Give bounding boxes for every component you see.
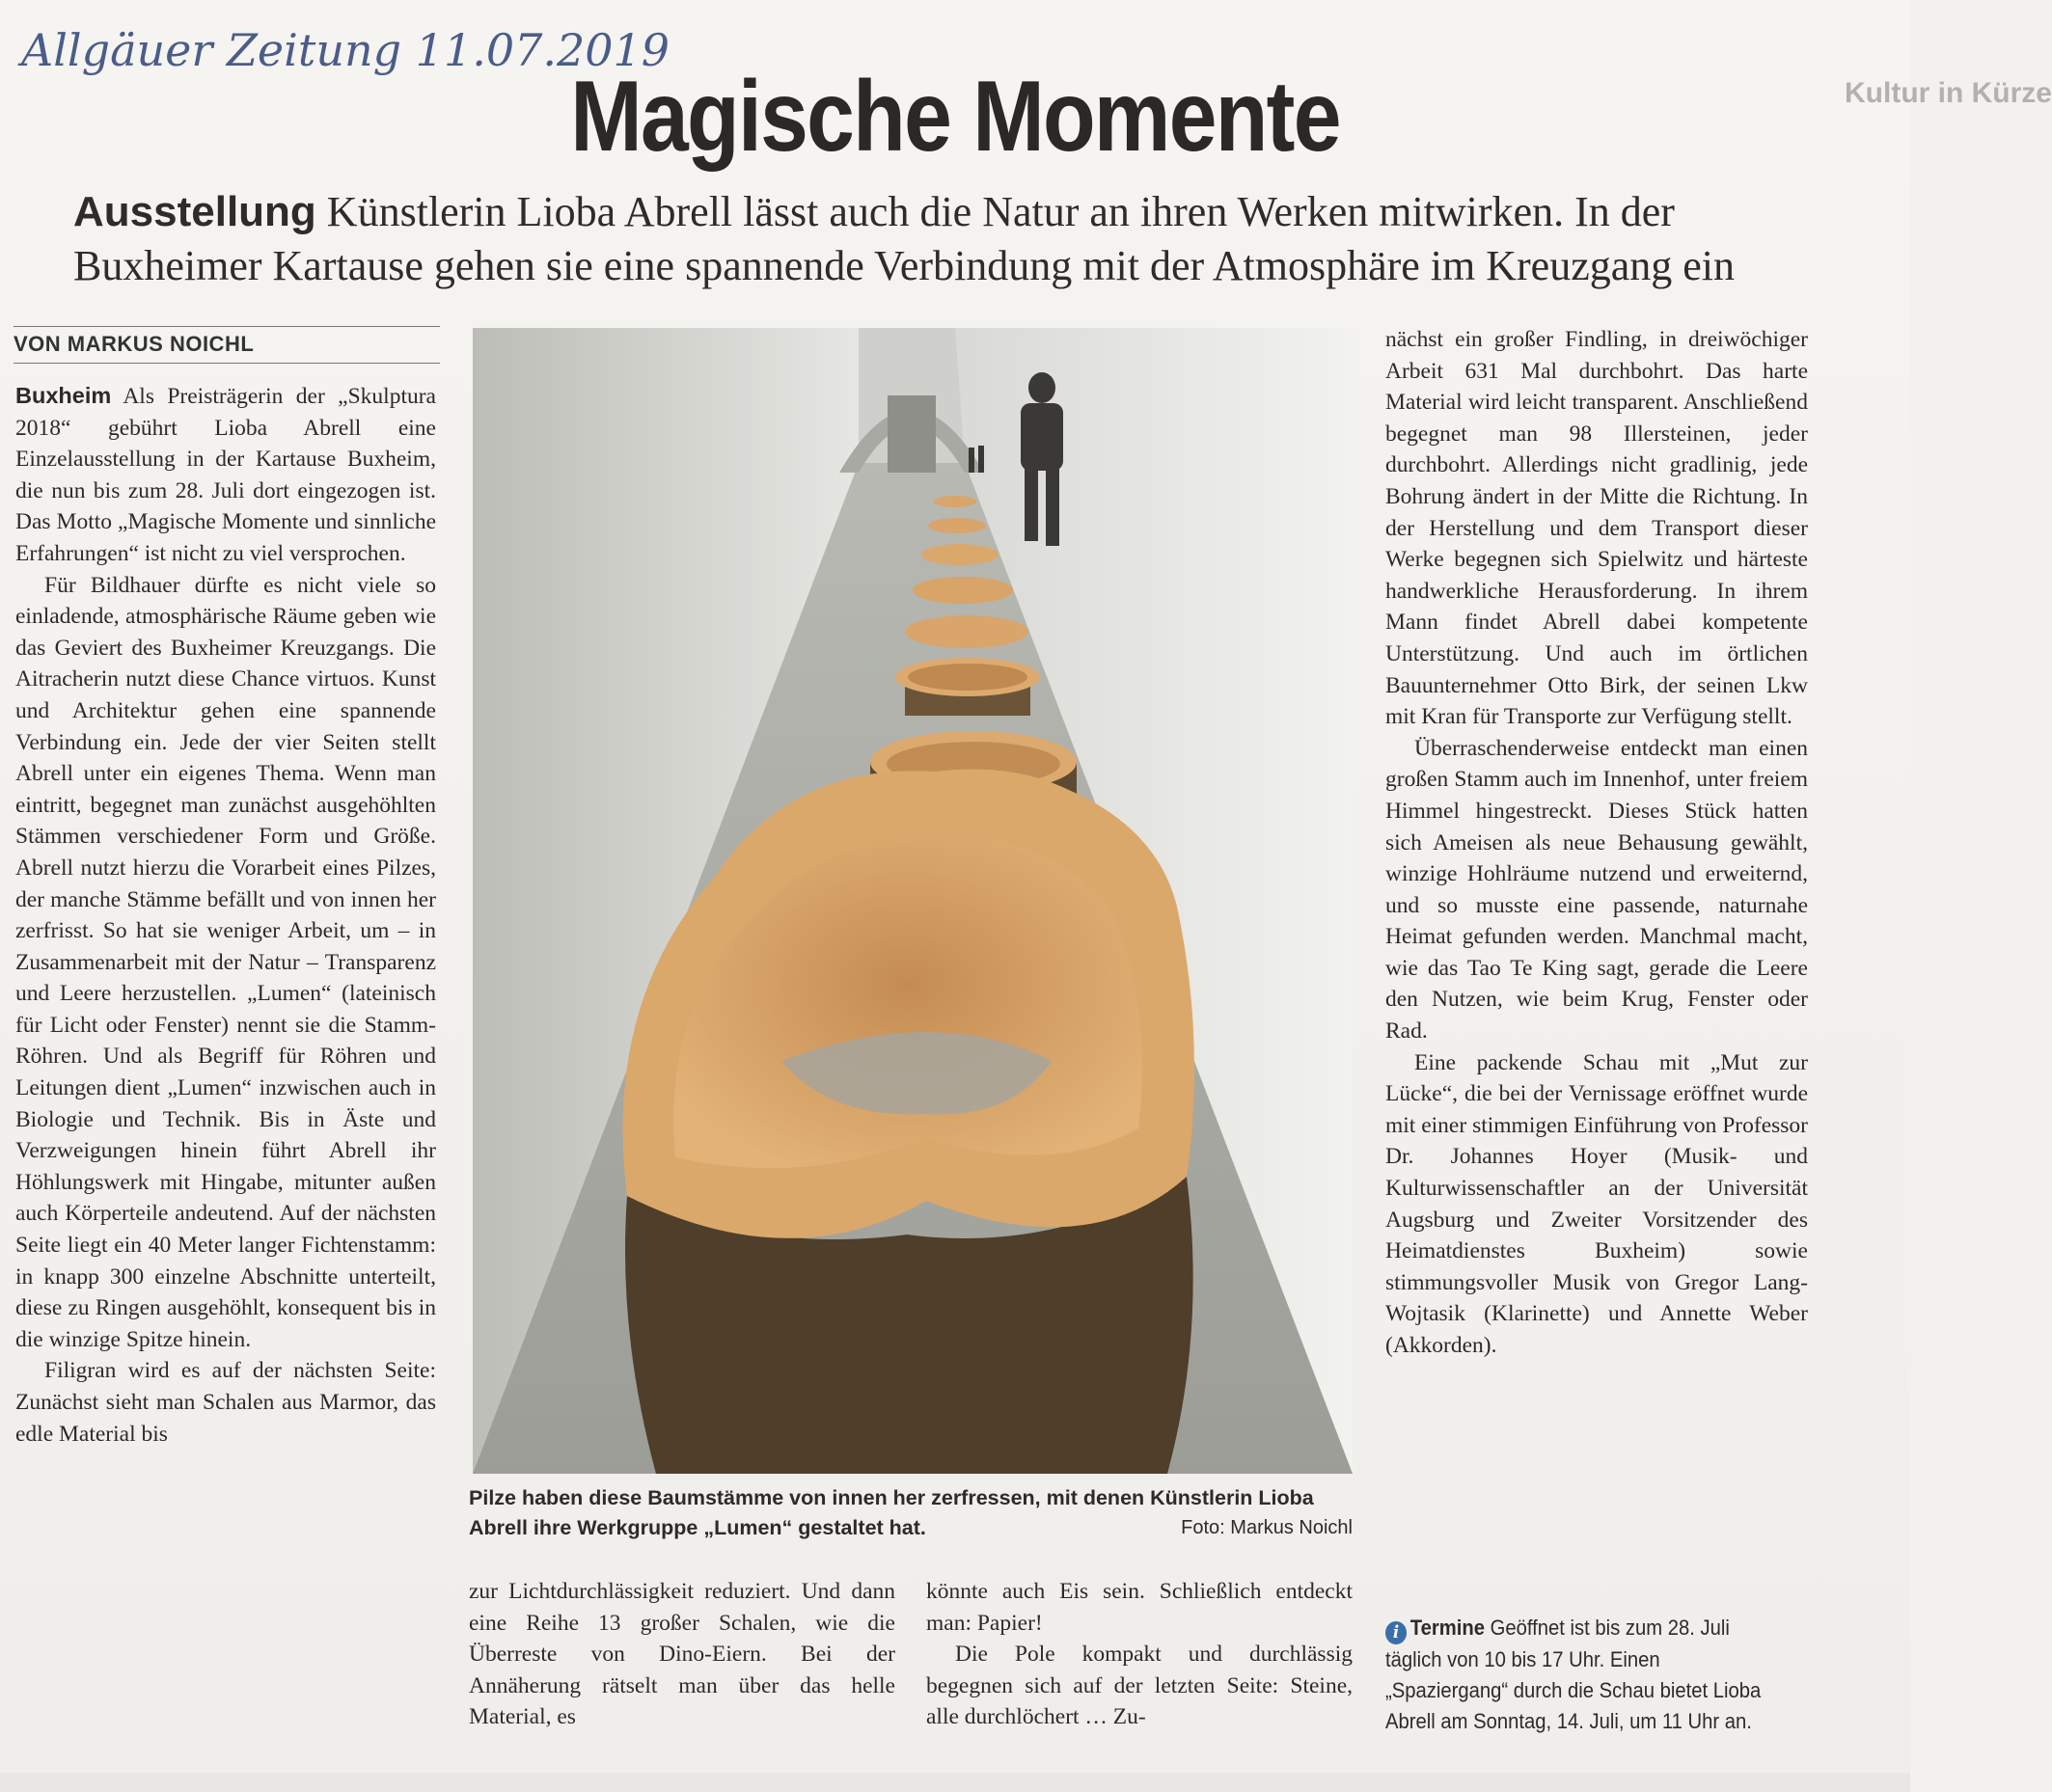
article-headline: Magische Momente xyxy=(570,61,1340,173)
info-box-termine xyxy=(1385,1613,1776,1737)
paragraph: zur Lichtdurchlässigkeit reduziert. Und dann eine Reihe 13 großer Schalen, wie die Überreste von Dino-Eiern. Bei der Annäherung rätselt man über das helle Material, es xyxy=(469,1579,895,1730)
article-column-4 xyxy=(1385,324,1808,1362)
article-photo xyxy=(473,328,1353,1474)
paragraph: könnte auch Eis sein. Schließlich entdeckt man: Papier! xyxy=(926,1579,1353,1636)
article-column-2-bottom xyxy=(469,1576,895,1733)
paragraph: Die Pole kompakt und durchlässig begegnen sich auf der letzten Seite: Steine, alle durchlöchert … Zu- xyxy=(926,1642,1353,1730)
paragraph: nächst ein großer Findling, in dreiwöchiger Arbeit 631 Mal durchbohrt. Das harte Material wird leicht transparent. Anschließend begegnet man 98 Illersteinen, jeder durchbohrt. Allerdings nicht gradlinig, jede Bohrung ändert in der Mitte die Richtung. In der Herstellung und dem Transport dieser Werke begegnen sich Spielwitz und härteste handwerkliche Herausforderung. In ihrem Mann findet Abrell dabei kompetente Unterstützung. Und auch im örtlichen Bauunternehmer Otto Birk, der seinen Lkw mit Kran für Transporte zur Verfügung stellt. xyxy=(1385,327,1808,730)
info-icon: i xyxy=(1385,1621,1407,1644)
termine-kicker: Termine xyxy=(1409,1616,1485,1640)
paragraph: Buxheim Als Preisträgerin der „Skulptura 2018“ gebührt Lioba Abrell eine Einzelausstellung in der Kartause Buxheim, die nun bis zum 28. Juli dort eingezogen ist. Das Motto „Magische Momente und sinnliche Erfahrungen“ ist nicht zu viel versprochen. xyxy=(15,383,436,566)
adjacent-article-heading: Kultur in Kürze xyxy=(1845,77,2052,109)
paragraph: Filigran wird es auf der nächsten Seite: Zunächst sieht man Schalen aus Marmor, das edle Material bis xyxy=(15,1358,436,1447)
byline-rule-top xyxy=(14,326,440,327)
handwritten-source-date: Allgäuer Zeitung 11.07.2019 xyxy=(21,24,670,76)
paper-bottom-edge xyxy=(0,1773,1910,1792)
byline-rule-bottom xyxy=(14,363,440,364)
termine-text: Geöffnet ist bis zum 28. Juli täglich von 10 bis 17 Uhr. Einen „Spaziergang“ durch die Schau bietet Lioba Abrell am Sonntag, 14. Juli, um 11 Uhr an. xyxy=(1385,1616,1762,1733)
paragraph: Für Bildhauer dürfte es nicht viele so einladende, atmosphärische Räume geben wie das Geviert des Buxheimer Kreuzgangs. Die Aitracherin nutzt diese Chance virtuos. Kunst und Architektur gehen eine spannende Verbindung ein. Jede der vier Seiten stellt Abrell unter ein eigenes Thema. Wenn man eintritt, begegnet man zunächst ausgehöhlten Stämmen verschiedener Form und Größe. Abrell nutzt hierzu die Vorarbeit eines Pilzes, der manche Stämme befällt und von innen her zerfrisst. So hat sie weniger Arbeit, um – in Zusammenarbeit mit der Natur – Transparenz und Leere herzustellen. „Lumen“ (lateinisch für Licht oder Fenster) nennt sie die Stamm-Röhren. Und als Begriff für Röhren und Leitungen dient „Lumen“ inzwischen auch in Biologie und Technik. Bis in Äste und Verzweigungen hinein führt Abrell ihr Höhlungswerk mit Hingabe, mitunter außen auch Körperteile andeutend. Auf der nächsten Seite liegt ein 40 Meter langer Fichtenstamm: in knapp 300 einzelne Abschnitte unterteilt, diese zu Ringen ausgehöhlt, konsequent bis in die winzige Spitze hinein. xyxy=(15,572,436,1352)
paragraph: Überraschenderweise entdeckt man einen großen Stamm auch im Innenhof, unter freiem Himmel hingestreckt. Dieses Stück hatten sich Ameisen als neue Behausung gewählt, winzige Hohlräume nutzend und erweiternd, und so musste eine passende, naturnahe Heimat gefunden werden. Manchmal macht, wie das Tao Te King sagt, gerade die Leere den Nutzen, wie beim Krug, Fenster oder Rad. xyxy=(1385,735,1808,1045)
adjacent-article-edge xyxy=(1837,0,2052,1792)
subhead-text: Künstlerin Lioba Abrell lässt auch die Natur an ihren Werken mitwirken. In der Buxheimer Kartause gehen sie eine spannende Verbindung mit der Atmosphäre im Kreuzgang ein xyxy=(73,188,1736,289)
article-subhead xyxy=(73,185,1791,293)
photo-caption xyxy=(469,1483,1353,1543)
byline: VON MARKUS NOICHL xyxy=(14,332,255,356)
subhead-kicker: Ausstellung xyxy=(73,188,316,235)
article-column-1 xyxy=(15,380,436,1450)
dateline: Buxheim xyxy=(15,383,112,408)
article-column-3-bottom xyxy=(926,1576,1353,1733)
photo-credit: Foto: Markus Noichl xyxy=(1181,1517,1353,1538)
paragraph: Eine packende Schau mit „Mut zur Lücke“, die bei der Vernissage eröffnet wurde mit einer stimmigen Einführung von Professor Dr. Johannes Hoyer (Musik- und Kulturwissenschaftler an der Universität Augsburg und Zweiter Vorsitzender des Heimatdienstes Buxheim) sowie stimmungsvoller Musik von Gregor Lang-Wojtasik (Klarinette) und Annette Weber (Akkorden). xyxy=(1385,1049,1808,1358)
caption-text: Pilze haben diese Baumstämme von innen her zerfressen, mit denen Künstlerin Lioba Abrell ihre Werkgruppe „Lumen“ gestaltet hat. xyxy=(469,1486,1314,1539)
photo-sculptures-in-cloister xyxy=(473,328,1353,1474)
